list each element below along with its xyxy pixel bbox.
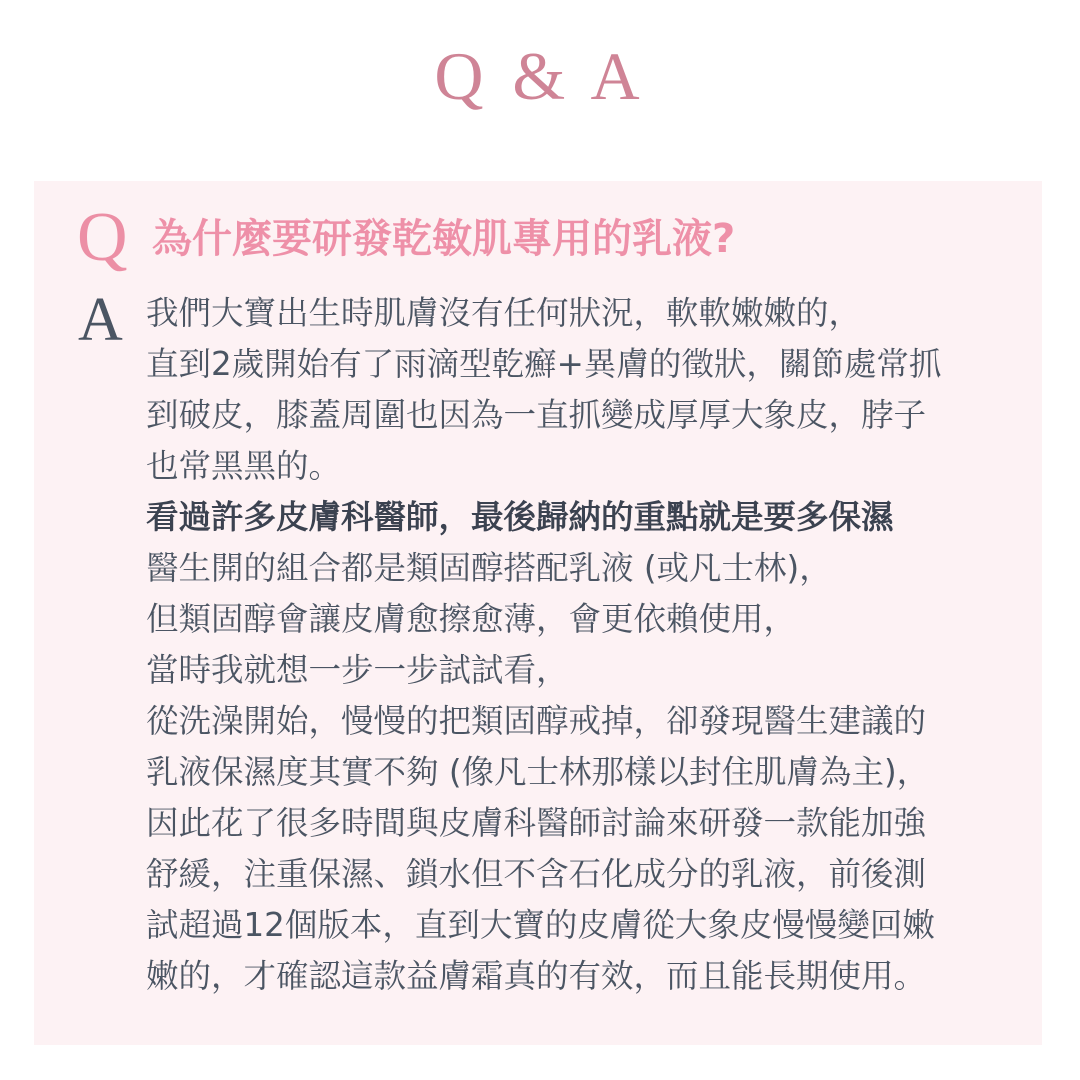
answer-line-emphasis: 看過許多皮膚科醫師，最後歸納的重點就是要多保濕 (146, 498, 894, 536)
answer-line: 但類固醇會讓皮膚愈擦愈薄，會更依賴使用， (146, 600, 797, 638)
answer-line: 試超過12個版本，直到大寶的皮膚從大象皮慢慢變回嫩 (146, 906, 935, 944)
answer-label: A (78, 286, 123, 354)
page-title: Q & A (434, 38, 646, 114)
answer-line: 嫩的，才確認這款益膚霜真的有效，而且能長期使用。 (146, 957, 927, 995)
answer-line: 我們大寶出生時肌膚沒有任何狀況，軟軟嫩嫩的， (146, 294, 862, 332)
question-label: Q (77, 199, 128, 276)
answer-line: 當時我就想一步一步試試看， (146, 651, 569, 689)
answer-line: 因此花了很多時間與皮膚科醫師討論來研發一款能加強 (146, 804, 927, 842)
answer-body (146, 288, 1026, 1002)
question-text: 為什麼要研發乾敏肌專用的乳液? (152, 216, 736, 262)
answer-line: 也常黑黑的。 (146, 447, 342, 485)
answer-line: 乳液保濕度其實不夠 (像凡士林那樣以封住肌膚為主)， (146, 753, 930, 791)
answer-line: 直到2歲開始有了雨滴型乾癬+異膚的徵狀，關節處常抓 (146, 345, 942, 383)
answer-line: 醫生開的組合都是類固醇搭配乳液 (或凡士林)， (146, 549, 832, 587)
answer-line: 到破皮，膝蓋周圍也因為一直抓變成厚厚大象皮，脖子 (146, 396, 927, 434)
answer-line: 從洗澡開始，慢慢的把類固醇戒掉，卻發現醫生建議的 (146, 702, 927, 740)
answer-line: 舒緩，注重保濕、鎖水但不含石化成分的乳液，前後測 (146, 855, 927, 893)
